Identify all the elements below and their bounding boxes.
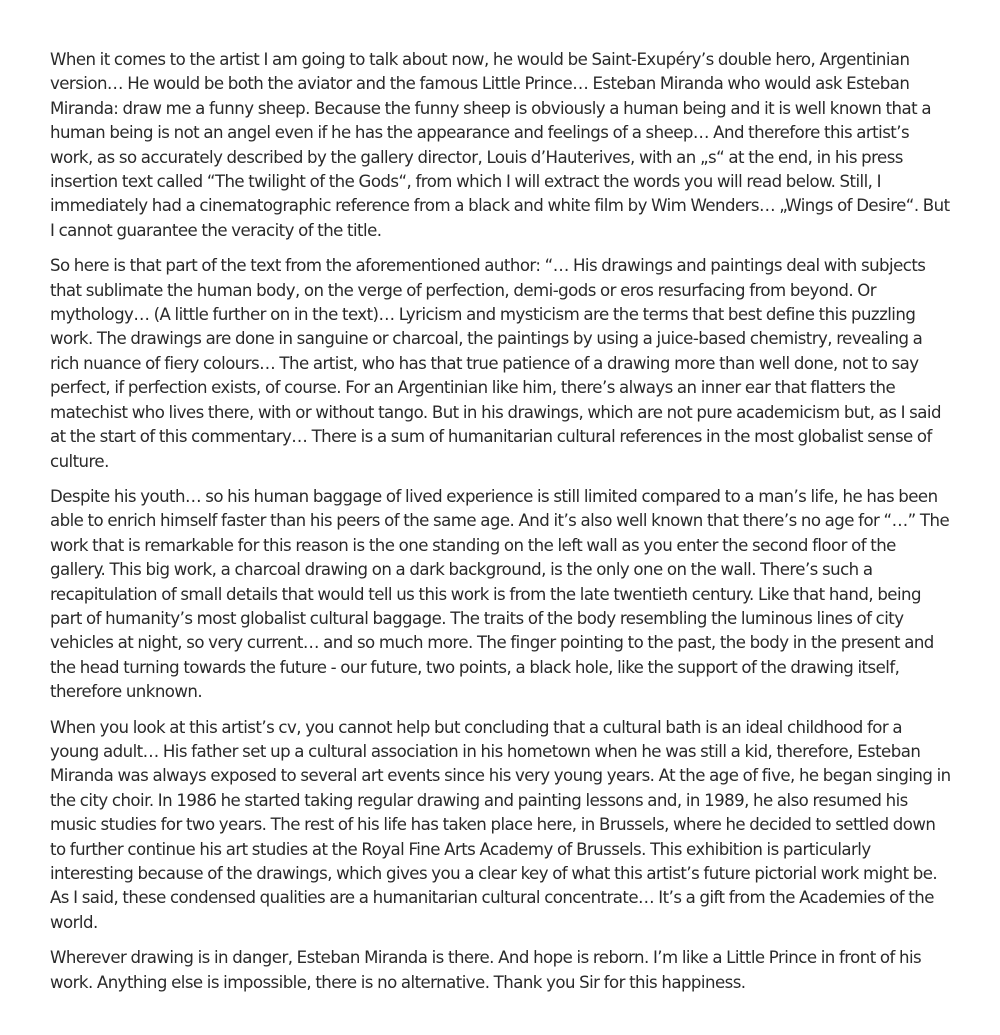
paragraph-3: Despite his youth… so his human baggage of lived experience is still limited compared to a man’s life, he has been able to enrich himself faster than his peers of the same age. And it’s also well known that there’s no age for “…” The work that is remarkable for this reason is the one standing on the left wall as you enter the second floor of the gallery. This big work, a charcoal drawing on a dark background, is the only one on the wall. There’s such a recapitulation of small details that would tell us this work is from the late twentieth century. Like that hand, being part of humanity’s most globalist cultural baggage. The traits of the body resembling the luminous lines of city vehicles at night, so very current… and so much more. The finger pointing to the past, the body in the present and the head turning towards the future - our future, two points, a black hole, like the support of the drawing itself, therefore unknown. — [50, 486, 950, 702]
article-body — [50, 48, 952, 1006]
paragraph-4: When you look at this artist’s cv, you cannot help but concluding that a cultural bath is an ideal childhood for a young adult… His father set up a cultural association in his hometown when he was still a kid, therefore, Esteban Miranda was always exposed to several art events since his very young years. At the age of five, he began singing in the city choir. In 1986 he started taking regular drawing and painting lessons and, in 1989, he also resumed his music studies for two years. The rest of his life has taken place here, in Brussels, where he decided to settled down to further continue his art studies at the Royal Fine Arts Academy of Brussels. This exhibition is particularly interesting because of the drawings, which gives you a clear key of what this artist’s future pictorial work might be. As I said, these condensed qualities are a humanitarian cultural concentrate… It’s a gift from the Academies of the world. — [50, 717, 951, 932]
paragraph-5: Wherever drawing is in danger, Esteban Miranda is there. And hope is reborn. I’m like a Little Prince in front of his work. Anything else is impossible, there is no alternative. Thank you Sir for this happiness. — [50, 948, 922, 992]
paragraph-1: When it comes to the artist I am going to talk about now, he would be Saint-Exupéry’s double hero, Argentinian version… He would be both the aviator and the famous Little Prince… Esteban Miranda who would ask Esteban Miranda: draw me a funny sheep. Because the funny sheep is obviously a human being and it is well known that a human being is not an angel even if he has the appearance and feelings of a sheep… And therefore this artist’s work, as so accurately described by the gallery director, Louis d’Hauterives, with an „s“ at the end, in his press insertion text called “The twilight of the Gods“, from which I will extract the words you will read below. Still, I immediately had a cinematographic reference from a black and white film by Wim Wenders… „Wings of Desire“. But I cannot guarantee the veracity of the title. — [50, 50, 950, 240]
paragraph-2: So here is that part of the text from the aforementioned author: “… His drawings and paintings deal with subjects that sublimate the human body, on the verge of perfection, demi-gods or eros resurfacing from beyond. Or mythology… (A little further on in the text)… Lyricism and mysticism are the terms that best define this puzzling work. The drawings are done in sanguine or charcoal, the paintings by using a juice-based chemistry, revealing a rich nuance of fiery colours… The artist, who has that true patience of a drawing more than well done, not to say perfect, if perfection exists, of course. For an Argentinian like him, there’s always an inner ear that flatters the matechist who lives there, with or without tango. But in his drawings, which are not pure academicism but, as I said at the start of this commentary… There is a sum of humanitarian cultural references in the most globalist sense of culture. — [50, 256, 941, 471]
